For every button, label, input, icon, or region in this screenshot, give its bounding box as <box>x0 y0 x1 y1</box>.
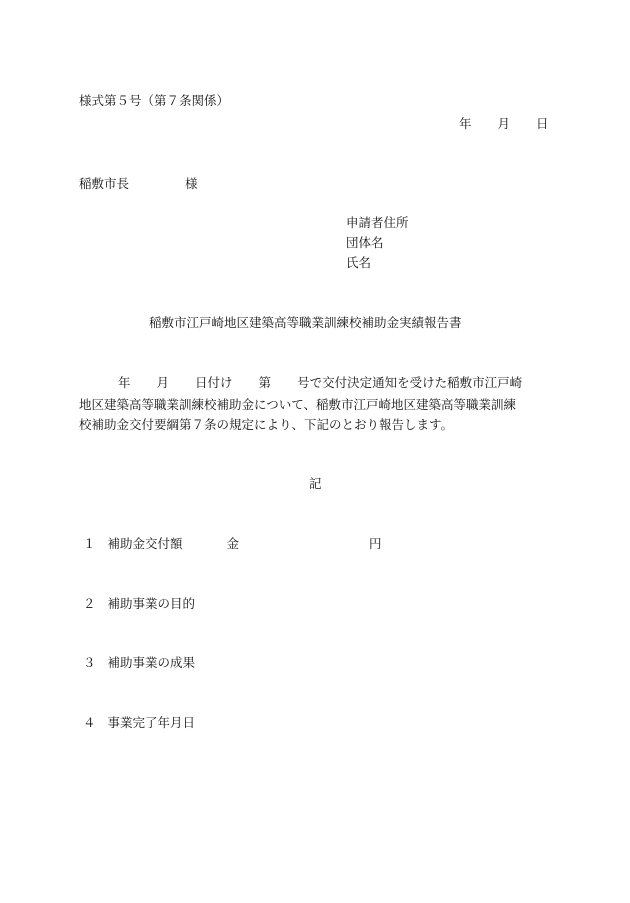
applicant-name-label: 氏名 <box>346 255 372 270</box>
applicant-address-label: 申請者住所 <box>346 215 409 230</box>
applicant-group-label: 団体名 <box>346 235 384 250</box>
body-line-2: 地区建築高等職業訓練校補助金について、稲敷市江戸崎地区建築高等職業訓練 <box>79 397 517 412</box>
date-year: 年 <box>459 116 472 131</box>
body-year: 年 <box>118 375 131 390</box>
body-dated: 日付け <box>195 375 233 390</box>
item-2 <box>83 598 195 611</box>
item-2-label: 補助事業の目的 <box>107 596 196 611</box>
body-line-1-rest: 号で交付決定通知を受けた稲敷市江戸崎 <box>297 375 523 390</box>
addressee-honorific: 様 <box>185 176 198 191</box>
item-4-number: ４ <box>83 715 96 730</box>
item-4-label: 事業完了年月日 <box>107 715 196 730</box>
item-3-label: 補助事業の成果 <box>107 655 196 670</box>
addressee <box>79 178 198 191</box>
item-2-number: ２ <box>83 596 96 611</box>
date-line <box>459 118 549 131</box>
date-month: 月 <box>497 116 511 131</box>
ki-heading: 記 <box>309 476 322 491</box>
item-1-number: １ <box>83 536 96 551</box>
body-month: 月 <box>156 375 170 390</box>
item-3 <box>83 657 195 670</box>
item-1-amount-prefix: 金 <box>226 536 240 551</box>
form-number: 様式第５号（第７条関係） <box>79 93 230 108</box>
document-title: 稲敷市江戸崎地区建築高等職業訓練校補助金実績報告書 <box>149 315 462 330</box>
item-4 <box>83 717 195 730</box>
addressee-name: 稲敷市長 <box>79 176 130 191</box>
body-number-prefix: 第 <box>258 375 272 390</box>
item-1 <box>83 538 382 551</box>
item-1-label: 補助金交付額 <box>107 536 183 551</box>
body-line-1 <box>118 377 522 390</box>
body-line-3: 校補助金交付要綱第７条の規定により、下記のとおり報告します。 <box>79 417 454 432</box>
item-1-amount-suffix: 円 <box>369 536 382 551</box>
date-day: 日 <box>536 116 549 131</box>
item-3-number: ３ <box>83 655 96 670</box>
